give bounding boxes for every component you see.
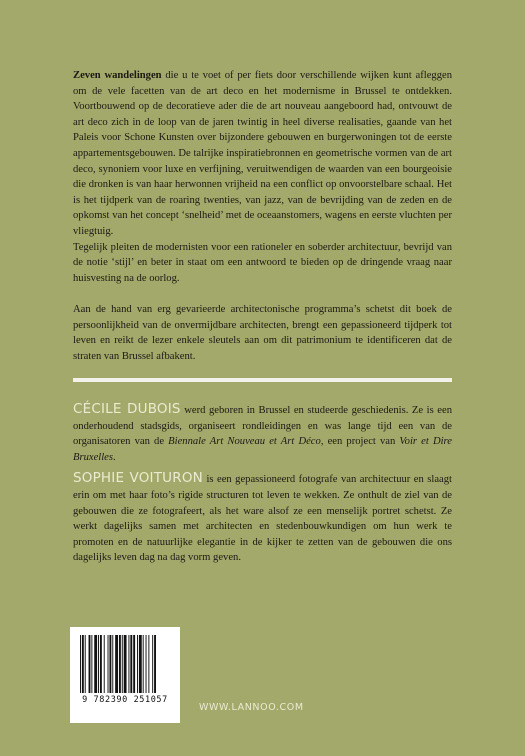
divider-rule bbox=[73, 378, 452, 382]
photographer-bio bbox=[73, 471, 452, 566]
isbn-number: 9 782390 251057 bbox=[82, 695, 168, 705]
author-bio-text-2: , een project van bbox=[320, 436, 400, 448]
blurb-paragraph-3: Aan de hand van erg gevarieerde architectonische programma’s schetst dit boek de persoonlijkheid van de onvermijdbare architecten, brengt een gepassioneerd tijdperk tot leven en reikt de lezer enkele sleutels aan om dit patrimonium te identificeren dat de straten van Brussel afbakent. bbox=[73, 303, 452, 362]
blurb-paragraph-2: Tegelijk pleiten de modernisten voor een rationeler en soberder architectuur, bevrijd van de notie ‘stijl’ en beter in staat om een antwoord te bieden op de dringende vraag naar huisvesting na de oorlog. bbox=[73, 241, 452, 284]
author-bio bbox=[73, 402, 452, 465]
author-name: CÉCILE DUBOIS bbox=[73, 401, 181, 417]
author-bio-text-3: . bbox=[113, 451, 116, 463]
blurb-lead: Zeven wandelingen bbox=[73, 70, 162, 81]
photographer-bio-text: is een gepassioneerd fotografe van architectuur en slaagt erin om met haar foto’s rigide structuren tot leven te wekken. Ze onthult de ziel van de gebouwen die ze fotografeert, als het ware alsof ze een menselijk portret schetst. Ze werkt dagelijks samen met architecten en stedenbouwkundigen om hun werk te promoten en de natuurlijke elegantie in de kijker te zetten van de gebouwen die ons dagelijks leven dag na dag vorm geven. bbox=[73, 474, 452, 564]
author-bio-text: werd geboren in Brussel en studeerde geschiedenis. Ze is een onderhoudend stadsgids, organiseert rondleidingen en was lange tijd een van de organisatoren van de bbox=[73, 405, 452, 448]
isbn-barcode bbox=[70, 627, 180, 723]
author-bio-organisation: Voir et Dire Bruxelles bbox=[73, 436, 452, 463]
contributor-bios bbox=[73, 402, 452, 572]
back-cover-blurb bbox=[73, 68, 452, 364]
author-bio-event: Biennale Art Nouveau et Art Déco bbox=[168, 436, 321, 448]
blurb-paragraph-1 bbox=[73, 68, 452, 240]
photographer-name: SOPHIE VOITURON bbox=[73, 470, 203, 487]
publisher-website: WWW.LANNOO.COM bbox=[199, 702, 304, 713]
blurb-text-1: die u te voet of per fiets door verschillende wijken kunt afleggen om de vele facetten van de art deco en het modernisme in Brussel te ontdekken. Voortbouwend op de decoratieve ader die de art nouveau aangeboord had, ontvouwt de art deco zich in de loop van de jaren twintig in heel diverse realisaties, gaande van het Paleis voor Schone Kunsten over bijzondere gebouwen en burgerwoningen tot de eerste appartementsgebouwen. De talrijke inspiratiebronnen en geometrische vormen van de art deco, synoniem voor luxe en verfijning, veruitwendigen de waarden van een bourgeoisie die dronken is van haar herwonnen vrijheid na een conflict op onvoorstelbare schaal. Het is het tijdperk van de roaring twenties, van jazz, van de bevrijding van de zeden en de opkomst van het concept ‘snelheid’ met de oceaanstomers, wagens en eerste vluchten per vliegtuig. bbox=[73, 70, 452, 237]
barcode-icon bbox=[78, 635, 174, 693]
